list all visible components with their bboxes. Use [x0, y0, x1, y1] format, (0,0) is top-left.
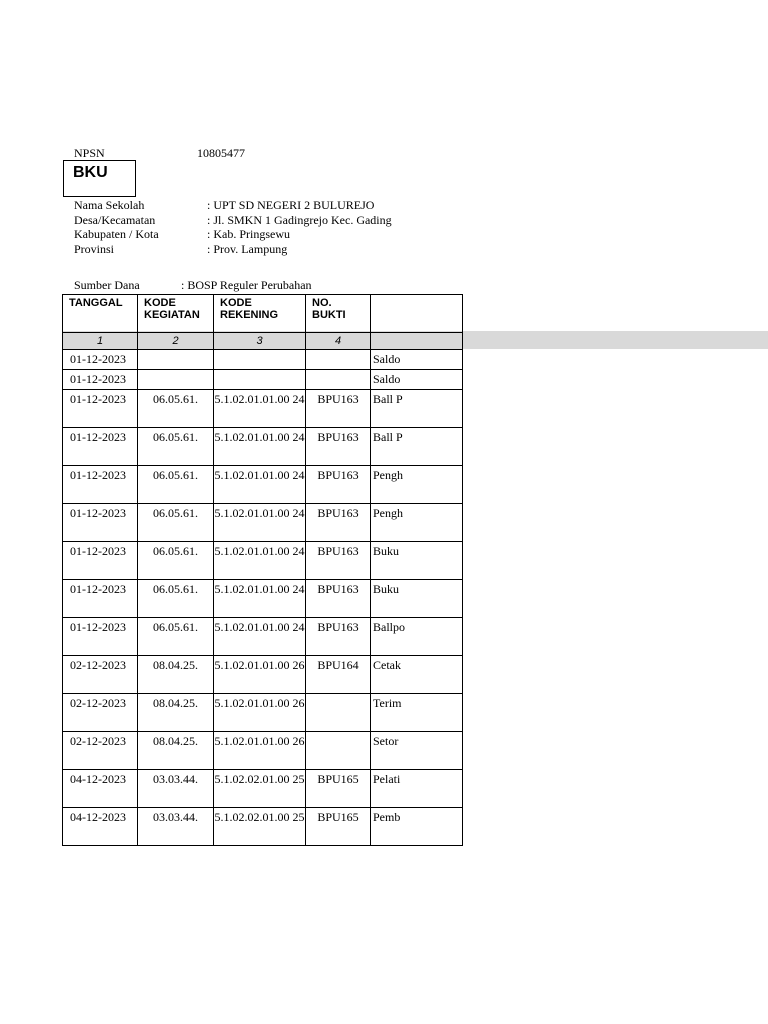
- header-no-bukti: NO. BUKTI: [306, 295, 371, 333]
- cell-no-bukti: [306, 732, 371, 770]
- table-row: [63, 466, 463, 504]
- cell-tanggal: 01-12-2023: [63, 350, 138, 370]
- header-kode-rekening: KODE REKENING: [214, 295, 306, 333]
- bku-title-box: [63, 160, 136, 197]
- cell-kode-rekening: 5.1.02.01.01.00 24: [214, 428, 306, 466]
- info-label: Nama Sekolah: [74, 198, 145, 212]
- table-row: [63, 504, 463, 542]
- cell-kode-kegiatan: 08.04.25.: [138, 732, 214, 770]
- cell-tanggal: 04-12-2023: [63, 808, 138, 846]
- table-row: [63, 542, 463, 580]
- cell-uraian: Saldo: [371, 370, 463, 390]
- cell-kode-rekening: 5.1.02.02.01.00 25: [214, 808, 306, 846]
- cell-no-bukti: BPU163: [306, 618, 371, 656]
- cell-kode-kegiatan: 06.05.61.: [138, 618, 214, 656]
- cell-uraian: Buku: [371, 580, 463, 618]
- cell-uraian: Ball P: [371, 428, 463, 466]
- table-row: [63, 350, 463, 370]
- cell-uraian: Saldo: [371, 350, 463, 370]
- info-label: Desa/Kecamatan: [74, 212, 156, 227]
- table-row: [63, 656, 463, 694]
- table-row: [63, 732, 463, 770]
- cell-tanggal: 01-12-2023: [63, 370, 138, 390]
- column-number-row: [63, 333, 463, 350]
- cell-tanggal: 01-12-2023: [63, 390, 138, 428]
- cell-no-bukti: [306, 694, 371, 732]
- cell-uraian: Cetak: [371, 656, 463, 694]
- cell-no-bukti: BPU164: [306, 656, 371, 694]
- cell-uraian: Buku: [371, 542, 463, 580]
- cell-uraian: Terim: [371, 694, 463, 732]
- cell-uraian: Pelati: [371, 770, 463, 808]
- bku-table-viewport: [62, 294, 405, 834]
- info-value: : UPT SD NEGERI 2 BULUREJO: [207, 198, 375, 212]
- cell-no-bukti: BPU163: [306, 580, 371, 618]
- cell-uraian: Ball P: [371, 390, 463, 428]
- header-kode-kegiatan: KODE KEGIATAN: [138, 295, 214, 333]
- cell-kode-kegiatan: [138, 350, 214, 370]
- table-row: [63, 428, 463, 466]
- cell-kode-kegiatan: 06.05.61.: [138, 466, 214, 504]
- info-label: Kabupaten / Kota: [74, 227, 159, 241]
- info-label: Provinsi: [74, 241, 115, 256]
- table-row: [63, 694, 463, 732]
- cell-kode-kegiatan: 06.05.61.: [138, 542, 214, 580]
- info-row: [74, 242, 404, 257]
- cell-tanggal: 02-12-2023: [63, 656, 138, 694]
- cell-tanggal: 04-12-2023: [63, 770, 138, 808]
- cell-tanggal: 02-12-2023: [63, 732, 138, 770]
- cell-uraian: Setor: [371, 732, 463, 770]
- cell-tanggal: 01-12-2023: [63, 618, 138, 656]
- cell-kode-rekening: 5.1.02.01.01.00 24: [214, 504, 306, 542]
- cell-tanggal: 01-12-2023: [63, 504, 138, 542]
- sumber-dana: [74, 278, 312, 293]
- cell-kode-rekening: [214, 370, 306, 390]
- header-uraian: [371, 295, 463, 333]
- column-number: 1: [63, 333, 138, 350]
- cell-tanggal: 01-12-2023: [63, 542, 138, 580]
- cell-no-bukti: [306, 370, 371, 390]
- table-row: [63, 770, 463, 808]
- cell-no-bukti: BPU163: [306, 504, 371, 542]
- sumber-dana-value: : BOSP Reguler Perubahan: [181, 278, 312, 292]
- cell-no-bukti: BPU165: [306, 808, 371, 846]
- cell-kode-rekening: [214, 350, 306, 370]
- cell-kode-kegiatan: 08.04.25.: [138, 694, 214, 732]
- page-title: BKU: [73, 164, 108, 181]
- info-value: : Prov. Lampung: [207, 241, 288, 256]
- cell-kode-rekening: 5.1.02.01.01.00 24: [214, 618, 306, 656]
- cell-kode-kegiatan: 06.05.61.: [138, 580, 214, 618]
- cell-no-bukti: BPU163: [306, 390, 371, 428]
- cell-kode-rekening: 5.1.02.01.01.00 26: [214, 694, 306, 732]
- table-row: [63, 618, 463, 656]
- cell-kode-kegiatan: 08.04.25.: [138, 656, 214, 694]
- cell-tanggal: 01-12-2023: [63, 428, 138, 466]
- header-tanggal: TANGGAL: [63, 295, 138, 333]
- cell-uraian: Pemb: [371, 808, 463, 846]
- cell-kode-kegiatan: 06.05.61.: [138, 504, 214, 542]
- table-row: [63, 580, 463, 618]
- cell-no-bukti: BPU163: [306, 428, 371, 466]
- cell-uraian: Ballpo: [371, 618, 463, 656]
- npsn-value: 10805477: [197, 146, 245, 160]
- cell-kode-rekening: 5.1.02.02.01.00 25: [214, 770, 306, 808]
- cell-no-bukti: [306, 350, 371, 370]
- cell-kode-rekening: 5.1.02.01.01.00 24: [214, 390, 306, 428]
- cell-kode-rekening: 5.1.02.01.01.00 26: [214, 656, 306, 694]
- table-row: [63, 370, 463, 390]
- info-row: [74, 198, 404, 213]
- info-row: [74, 227, 404, 242]
- cell-uraian: Pengh: [371, 466, 463, 504]
- cell-uraian: Pengh: [371, 504, 463, 542]
- info-value: : Jl. SMKN 1 Gadingrejo Kec. Gading: [207, 212, 392, 227]
- cell-kode-kegiatan: 03.03.44.: [138, 808, 214, 846]
- sumber-dana-label: Sumber Dana: [74, 278, 140, 292]
- column-number: 3: [214, 333, 306, 350]
- table-header-row: [63, 295, 463, 333]
- cell-kode-rekening: 5.1.02.01.01.00 24: [214, 580, 306, 618]
- cell-kode-kegiatan: [138, 370, 214, 390]
- cell-tanggal: 02-12-2023: [63, 694, 138, 732]
- cell-kode-rekening: 5.1.02.01.01.00 26: [214, 732, 306, 770]
- bku-table: [62, 294, 463, 846]
- table-row: [63, 808, 463, 846]
- info-row: [74, 213, 404, 228]
- cell-no-bukti: BPU163: [306, 542, 371, 580]
- table-row: [63, 390, 463, 428]
- cell-kode-rekening: 5.1.02.01.01.00 24: [214, 466, 306, 504]
- cell-no-bukti: BPU163: [306, 466, 371, 504]
- cell-kode-kegiatan: 06.05.61.: [138, 428, 214, 466]
- column-number: 2: [138, 333, 214, 350]
- cell-kode-kegiatan: 03.03.44.: [138, 770, 214, 808]
- school-info: [74, 198, 404, 256]
- cell-kode-kegiatan: 06.05.61.: [138, 390, 214, 428]
- info-value: : Kab. Pringsewu: [207, 227, 290, 241]
- column-number: 4: [306, 333, 371, 350]
- cell-no-bukti: BPU165: [306, 770, 371, 808]
- cell-tanggal: 01-12-2023: [63, 466, 138, 504]
- npsn-label: NPSN: [74, 146, 105, 160]
- cell-tanggal: 01-12-2023: [63, 580, 138, 618]
- column-number: [371, 333, 463, 350]
- cell-kode-rekening: 5.1.02.01.01.00 24: [214, 542, 306, 580]
